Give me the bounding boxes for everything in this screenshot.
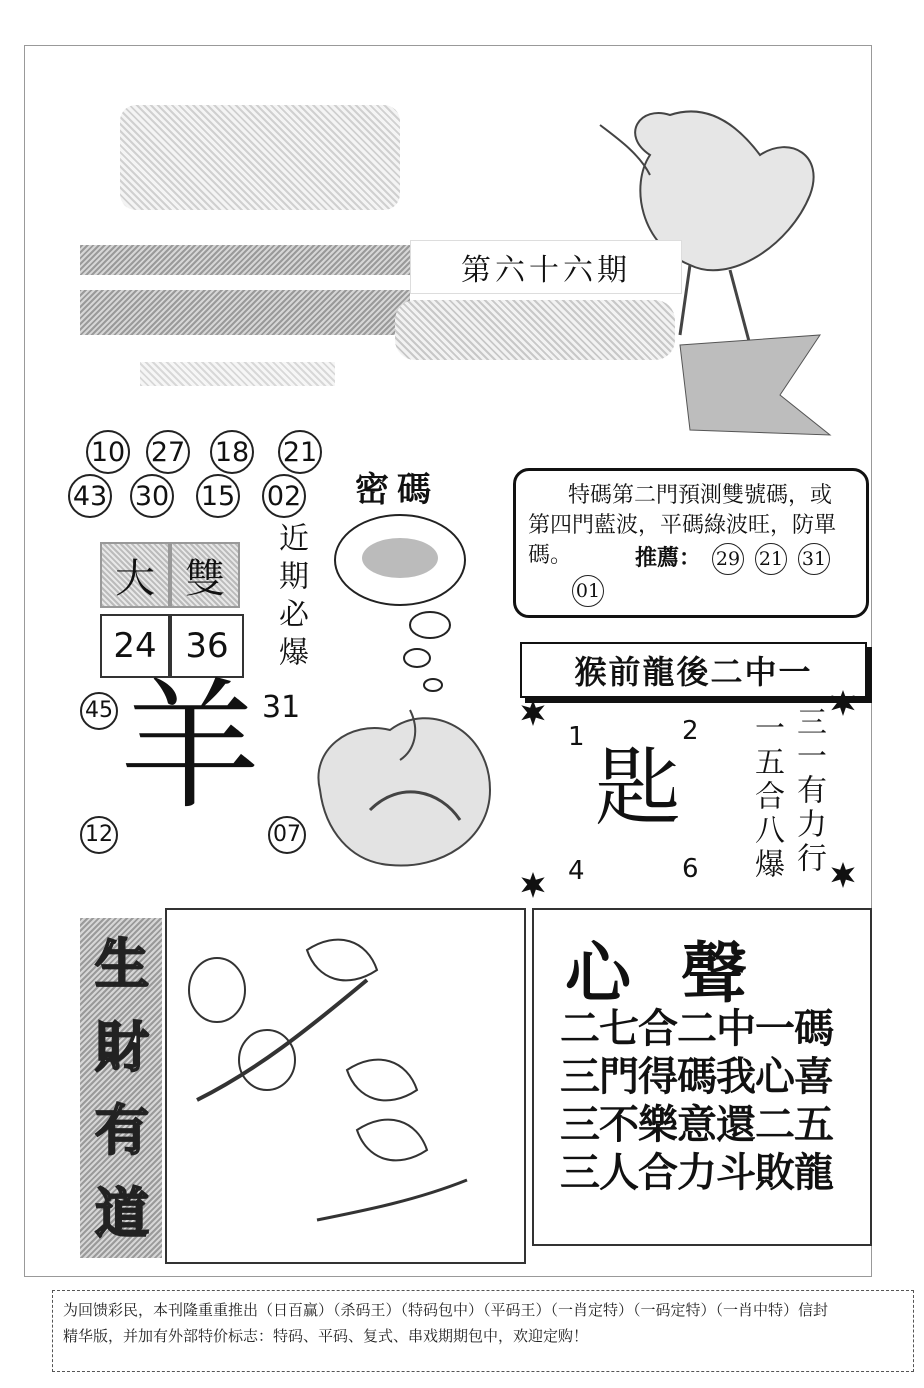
left-title (86, 922, 158, 1254)
number-cell: 24 (100, 614, 170, 678)
puzzle-number: 2 (682, 716, 699, 746)
prediction-line: 第四門藍波，平碼綠波旺，防單 (528, 513, 837, 538)
number-ball: 07 (268, 816, 306, 854)
bird-illustration (300, 690, 510, 880)
puzzle-char: 匙 (595, 738, 681, 838)
number-ball: 30 (130, 474, 174, 518)
recent-hot-label: 近期必爆 (273, 522, 308, 674)
masthead-stripe (80, 245, 410, 275)
footer-line: 精华版，并加有外部特价标志：特码、平码、复式、串戏期期包中，欢迎定购！ (63, 1327, 589, 1345)
poem-line: 三不樂意還二五 (560, 1101, 833, 1148)
recommend-ball: 21 (755, 543, 787, 575)
goat-char: 羊 (120, 666, 261, 829)
monkey-dragon-banner: 猴前龍後二中一 (520, 642, 867, 698)
big-label: 大 (100, 542, 170, 608)
prediction-line: 碼。 (528, 543, 573, 568)
flower-illustration (167, 910, 520, 1258)
footer-notice (52, 1290, 914, 1372)
puzzle-number: 6 (682, 854, 699, 884)
number-ball: 02 (262, 474, 306, 518)
left-title-char: 財 (95, 1014, 149, 1079)
voice-poem (560, 1005, 833, 1197)
left-title-char: 道 (95, 1180, 149, 1245)
number-ball: 27 (146, 430, 190, 474)
thought-cloud (325, 500, 485, 700)
poem-line: 二七合二中一碼 (560, 1005, 833, 1052)
masthead-stripe (80, 290, 410, 335)
poem-line: 三門得碼我心喜 (560, 1053, 833, 1100)
masthead-small-text (140, 362, 335, 386)
poem-line: 三人合力斗敗龍 (560, 1149, 833, 1196)
recommend-row (528, 543, 854, 607)
flower-drawing-box (165, 908, 526, 1264)
masthead-logo (120, 105, 400, 210)
footer-line: 为回馈彩民，本刊隆重重推出（日百赢）（杀码王）（特码包中）（平码王）（一肖定特）（一码定特）（一肖中特）信封 (63, 1301, 829, 1319)
prediction-line: 特碼第二門預測雙號碼，或 (568, 483, 833, 508)
puzzle-number: 4 (568, 856, 585, 886)
voice-title: 心聲 (565, 934, 797, 1012)
number-cell: 36 (170, 614, 244, 678)
issue-number: 第六十六期 (410, 240, 682, 294)
prediction-box (513, 468, 869, 618)
recommend-ball: 29 (712, 543, 744, 575)
puzzle-column: 三一有力行 (791, 706, 826, 876)
left-title-char: 有 (95, 1097, 149, 1162)
number-ball: 10 (86, 430, 130, 474)
number-ball: 21 (278, 430, 322, 474)
number-ball: 18 (210, 430, 254, 474)
puzzle-column: 一五合八爆 (749, 712, 784, 882)
recommend-label: 推薦： (635, 545, 702, 571)
recommend-ball: 01 (572, 575, 604, 607)
left-title-char: 生 (95, 931, 149, 996)
number-ball: 45 (80, 692, 118, 730)
puzzle-number: 1 (568, 722, 585, 752)
number-ball: 43 (68, 474, 112, 518)
even-label: 雙 (170, 542, 240, 608)
number-label: 31 (262, 690, 301, 725)
number-ball: 12 (80, 816, 118, 854)
number-ball: 15 (196, 474, 240, 518)
recommend-ball: 31 (798, 543, 830, 575)
secret-code-label: 密碼 (355, 470, 439, 510)
